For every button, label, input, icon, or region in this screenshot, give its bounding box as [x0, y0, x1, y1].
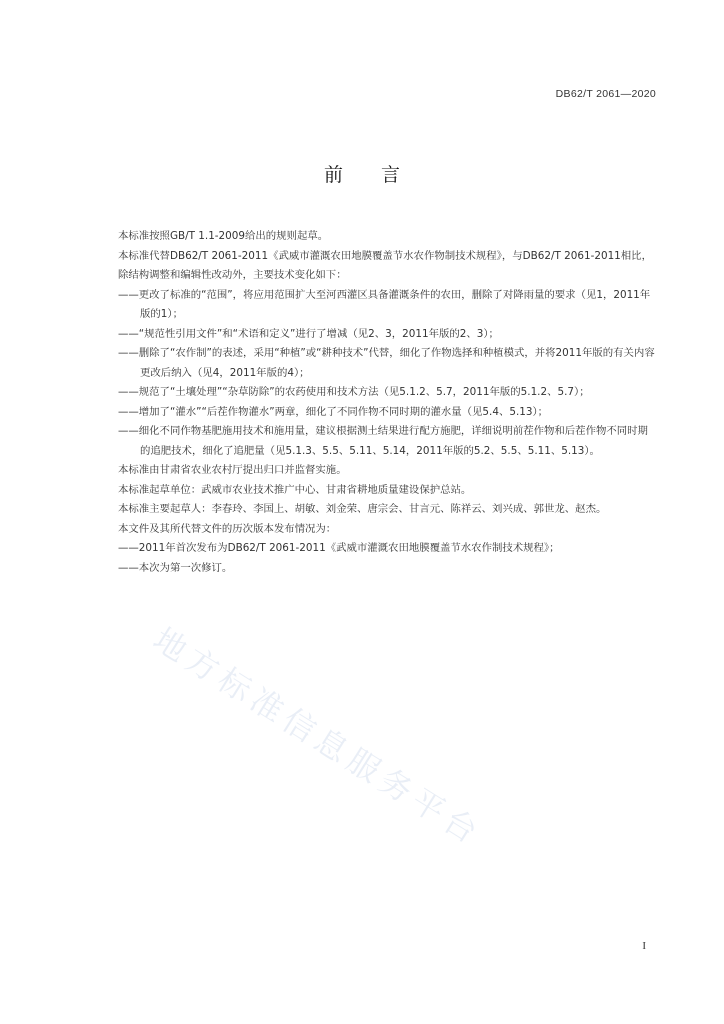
foreword-body	[118, 227, 656, 578]
page-number: I	[642, 940, 646, 952]
change-list-item: ——删除了“农作制”的表述，采用“种植”或“耕种技术”代替，细化了作物选择和种植模式，并将2011年版的有关内容更改后纳入（见4，2011年版的4）；	[118, 347, 655, 379]
standard-code: DB62/T 2061—2020	[555, 88, 656, 100]
change-list-item: ——细化不同作物基肥施用技术和施用量，建议根据测土结果进行配方施肥，详细说明前茬作物和后茬作物不同时期的追肥技术，细化了追肥量（见5.1.3、5.5、5.11、5.14，2011年版的5.2、5.5、5.11、5.13）。	[118, 425, 648, 457]
change-list-item: ——规范了“土壤处理”“杂草防除”的农药使用和技术方法（见5.1.2、5.7，2011年版的5.1.2、5.7）；	[118, 386, 590, 398]
paragraph: 本标准由甘肃省农业农村厅提出归口并监督实施。	[118, 464, 347, 476]
page-title: 前言	[323, 164, 438, 186]
paragraph: 本标准代替DB62/T 2061-2011《武威市灌溉农田地膜覆盖节水农作物制技术规程》，与DB62/T 2061-2011相比，除结构调整和编辑性改动外，主要技术变化如下：	[118, 249, 652, 281]
history-list-item: ——本次为第一次修订。	[118, 561, 233, 574]
change-list-item: ——增加了“灌水”“后茬作物灌水”两章，细化了不同作物不同时期的灌水量（见5.4、5.13）；	[118, 405, 549, 418]
change-list-item: ——“规范性引用文件”和“术语和定义”进行了增减（见2、3，2011年版的2、3）；	[118, 327, 499, 340]
watermark: 地方标准信息服务平台	[146, 620, 490, 854]
paragraph: 本标准按照GB/T 1.1-2009给出的规则起草。	[118, 230, 329, 242]
paragraph: 本标准主要起草人：李春玲、李国上、胡敏、刘金荣、唐宗会、甘言元、陈祥云、刘兴成、郭世龙、赵杰。	[118, 503, 607, 515]
paragraph: 本文件及其所代替文件的历次版本发布情况为：	[118, 522, 337, 535]
change-list-item: ——更改了标准的“范围”，将应用范围扩大至河西灌区具备灌溉条件的农田，删除了对降雨量的要求（见1，2011年版的1）；	[118, 288, 651, 320]
history-list-item: ——2011年首次发布为DB62/T 2061-2011《武威市灌溉农田地膜覆盖节水农作制技术规程》；	[118, 542, 560, 554]
paragraph: 本标准起草单位：武威市农业技术推广中心、甘肃省耕地质量建设保护总站。	[118, 483, 472, 496]
